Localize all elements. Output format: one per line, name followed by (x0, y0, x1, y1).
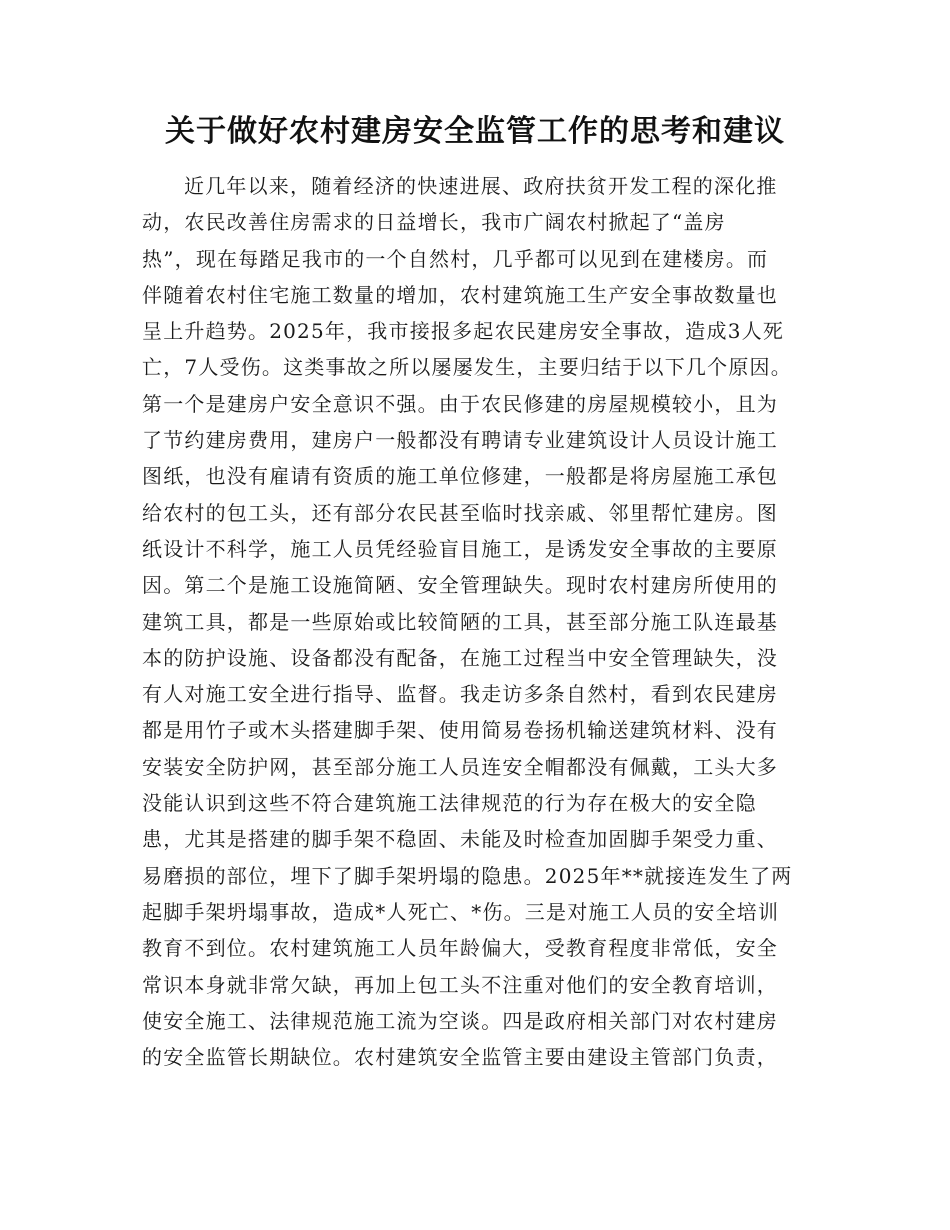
body-line: 给农村的包工头，还有部分农民甚至临时找亲戚、邻里帮忙建房。图 (142, 500, 778, 525)
body-line: 第一个是建房户安全意识不强。由于农民修建的房屋规模较小，且为 (142, 391, 778, 416)
body-line: 了节约建房费用，建房户一般都没有聘请专业建筑设计人员设计施工 (142, 428, 778, 453)
body-line: 纸设计不科学，施工人员凭经验盲目施工，是诱发安全事故的主要原 (142, 536, 778, 561)
body-line: 患，尤其是搭建的脚手架不稳固、未能及时检查加固脚手架受力重、 (142, 827, 778, 852)
body-line: 易磨损的部位，埋下了脚手架坍塌的隐患。2025年**就接连发生了两 (142, 863, 793, 888)
body-line: 起脚手架坍塌事故，造成*人死亡、*伤。三是对施工人员的安全培训 (142, 899, 780, 924)
body-line: 呈上升趋势。2025年，我市接报多起农民建房安全事故，造成3人死 (142, 319, 785, 344)
body-line: 使安全施工、法律规范施工流为空谈。四是政府相关部门对农村建房 (142, 1008, 778, 1033)
body-line: 动，农民改善住房需求的日益增长，我市广阔农村掀起了“盖房 (142, 210, 726, 235)
body-line: 亡，7人受伤。这类事故之所以屡屡发生，主要归结于以下几个原因。 (142, 355, 792, 380)
body-line: 近几年以来，随着经济的快速进展、政府扶贫开发工程的深化推 (184, 174, 778, 198)
body-line: 有人对施工安全进行指导、监督。我走访多条自然村，看到农民建房 (142, 682, 778, 707)
body-line: 都是用竹子或木头搭建脚手架、使用简易卷扬机输送建筑材料、没有 (142, 718, 778, 743)
document-title: 关于做好农村建房安全监管工作的思考和建议 (165, 114, 785, 149)
body-line: 教育不到位。农村建筑施工人员年龄偏大，受教育程度非常低，安全 (142, 936, 778, 961)
body-line: 常识本身就非常欠缺，再加上包工头不注重对他们的安全教育培训， (142, 972, 778, 997)
body-line: 图纸，也没有雇请有资质的施工单位修建，一般都是将房屋施工承包 (142, 464, 778, 489)
document-body (142, 168, 812, 1075)
body-line: 没能认识到这些不符合建筑施工法律规范的行为存在极大的安全隐 (142, 791, 757, 816)
body-line: 安装安全防护网，甚至部分施工人员连安全帽都没有佩戴，工头大多 (142, 754, 778, 779)
body-line: 建筑工具，都是一些原始或比较简陋的工具，甚至部分施工队连最基 (142, 609, 778, 634)
body-line: 热”，现在每踏足我市的一个自然村，几乎都可以见到在建楼房。而 (142, 246, 769, 271)
body-line: 本的防护设施、设备都没有配备，在施工过程当中安全管理缺失，没 (142, 645, 778, 670)
body-line: 伴随着农村住宅施工数量的增加，农村建筑施工生产安全事故数量也 (142, 282, 778, 307)
body-line: 因。第二个是施工设施简陋、安全管理缺失。现时农村建房所使用的 (142, 573, 778, 598)
body-line: 的安全监管长期缺位。农村建筑安全监管主要由建设主管部门负责， (142, 1045, 778, 1070)
